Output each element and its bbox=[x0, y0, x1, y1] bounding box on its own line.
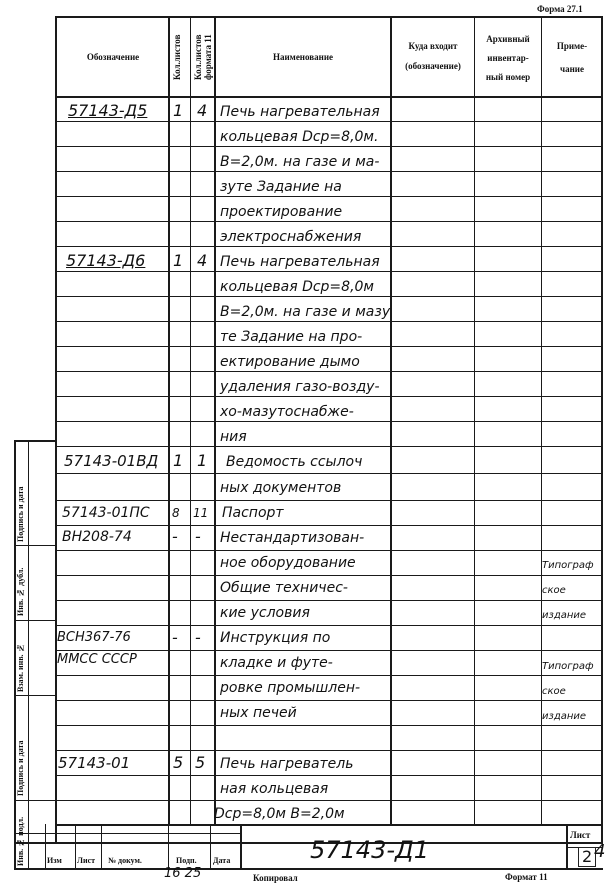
side-stamp-dup-inv: Инв. № дубл. bbox=[16, 567, 25, 616]
entry-name-line: ных документов bbox=[220, 480, 342, 496]
entry-name-line: кладке и футе- bbox=[220, 655, 333, 671]
title-col-signature: Подп. bbox=[176, 856, 197, 865]
entry-name-line: электроснабжения bbox=[220, 229, 362, 245]
entry-sheets: 1 bbox=[173, 451, 184, 470]
entry-note-line: Типограф bbox=[542, 560, 594, 571]
margin-digit: 4 bbox=[594, 841, 606, 862]
entry-note-line: ское bbox=[542, 585, 566, 596]
header-notes-2: чание bbox=[560, 64, 584, 74]
entry-designation-line: ВСН367-76 bbox=[57, 630, 131, 645]
entry-name-line: Паспорт bbox=[222, 505, 284, 521]
entry-sheets: - bbox=[172, 527, 178, 546]
side-stamp-orig-inv: Инв. № подл. bbox=[16, 816, 25, 866]
sheet-number: 2 bbox=[578, 847, 596, 867]
header-notes-1: Приме- bbox=[556, 41, 588, 51]
entry-designation: ВН208-74 bbox=[62, 529, 132, 545]
footer-format: Формат 11 bbox=[505, 872, 548, 882]
entry-note-line: издание bbox=[542, 610, 587, 621]
header-name: Наименование bbox=[273, 52, 333, 62]
side-stamp-signature-date: Подпись и дата bbox=[16, 486, 25, 542]
entry-name-line: Печь нагревательная bbox=[220, 254, 380, 270]
header-format-count: Кол.листов формата 11 bbox=[193, 34, 213, 80]
entry-designation: 57143-Д5 bbox=[68, 101, 148, 120]
entry-name-line: кольцевая Dср=8,0м bbox=[220, 279, 374, 295]
entry-designation: 57143-01ВД bbox=[64, 452, 159, 470]
entry-format: 11 bbox=[193, 506, 209, 520]
entry-name-line: Инструкция по bbox=[220, 630, 331, 646]
entry-format: 5 bbox=[195, 753, 206, 772]
entry-name-line: Нестандартизован- bbox=[220, 530, 365, 546]
entry-name-line: ектирование дымо bbox=[220, 354, 360, 370]
entry-sheets: 1 bbox=[173, 251, 184, 270]
form-label: Форма 27.1 bbox=[537, 4, 583, 14]
entry-format: - bbox=[195, 527, 201, 546]
title-col-change: Изм bbox=[47, 856, 62, 865]
entry-designation-line: ММСС СССР bbox=[57, 652, 137, 667]
footer-copied: Копировал bbox=[253, 873, 298, 883]
footer-handwritten-note: 16 25 bbox=[164, 866, 202, 881]
entry-name-line: ровке промышлен- bbox=[220, 680, 361, 696]
entry-name-line: кольцевая Dср=8,0м. bbox=[220, 129, 379, 145]
entry-name-line: ная кольцевая bbox=[220, 781, 329, 797]
entry-designation: 57143-01ПС bbox=[62, 505, 150, 521]
header-where-included-1: Куда входит bbox=[408, 41, 458, 51]
header-sheets-count: Кол.листов bbox=[172, 34, 182, 80]
header-archive-2: инвентар- bbox=[487, 53, 529, 63]
entry-name-line: кие условия bbox=[220, 605, 310, 621]
entry-note-line: издание bbox=[542, 711, 587, 722]
entry-name-line: те Задание на про- bbox=[220, 329, 363, 345]
document-number: 57143-Д1 bbox=[310, 836, 430, 864]
entry-name-line: ное оборудование bbox=[220, 555, 356, 571]
entry-name-line: Ведомость ссылоч bbox=[226, 454, 363, 470]
entry-name-line: Печь нагревательная bbox=[220, 104, 380, 120]
entry-sheets: 8 bbox=[172, 506, 180, 520]
entry-note-line: ское bbox=[542, 686, 566, 697]
entry-name-line: зуте Задание на bbox=[220, 179, 342, 195]
title-col-doc-number: № докум. bbox=[108, 856, 142, 865]
entry-format: 4 bbox=[197, 251, 208, 270]
entry-name-line: ния bbox=[220, 429, 247, 445]
entry-format: 1 bbox=[197, 451, 208, 470]
entry-format: 4 bbox=[197, 101, 208, 120]
entry-sheets: - bbox=[172, 628, 178, 647]
title-col-date: Дата bbox=[213, 856, 231, 865]
entry-sheets: 5 bbox=[173, 753, 184, 772]
entry-name-line: удаления газо-возду- bbox=[220, 379, 380, 395]
entry-name-line: В=2,0м. на газе и мазу bbox=[220, 304, 391, 320]
entry-name-line: Печь нагреватель bbox=[220, 756, 354, 772]
entry-name-line: ных печей bbox=[220, 705, 297, 721]
title-col-sheet: Лист bbox=[77, 856, 96, 865]
entry-name-line: хо-мазутоснабже- bbox=[220, 404, 354, 420]
entry-designation: 57143-01 bbox=[58, 754, 131, 772]
entry-name-line: В=2,0м. на газе и ма- bbox=[220, 154, 380, 170]
side-stamp-replace-inv: Взам. инв. № bbox=[16, 643, 25, 692]
entry-note-line: Типограф bbox=[542, 661, 594, 672]
entry-name-line: Dср=8,0м В=2,0м bbox=[214, 806, 345, 822]
header-archive-3: ный номер bbox=[485, 72, 531, 82]
header-archive-1: Архивный bbox=[486, 34, 530, 44]
entry-name-line: Общие техничес- bbox=[220, 580, 348, 596]
header-where-included-2: (обозначение) bbox=[405, 61, 461, 71]
side-stamp-signature-date-2: Подпись и дата bbox=[16, 740, 25, 796]
entry-format: - bbox=[195, 628, 201, 647]
entry-designation: 57143-Д6 bbox=[66, 251, 146, 270]
sheet-label: Лист bbox=[570, 830, 591, 840]
header-designation: Обозначение bbox=[86, 52, 140, 62]
entry-name-line: проектирование bbox=[220, 204, 343, 220]
entry-sheets: 1 bbox=[173, 101, 184, 120]
